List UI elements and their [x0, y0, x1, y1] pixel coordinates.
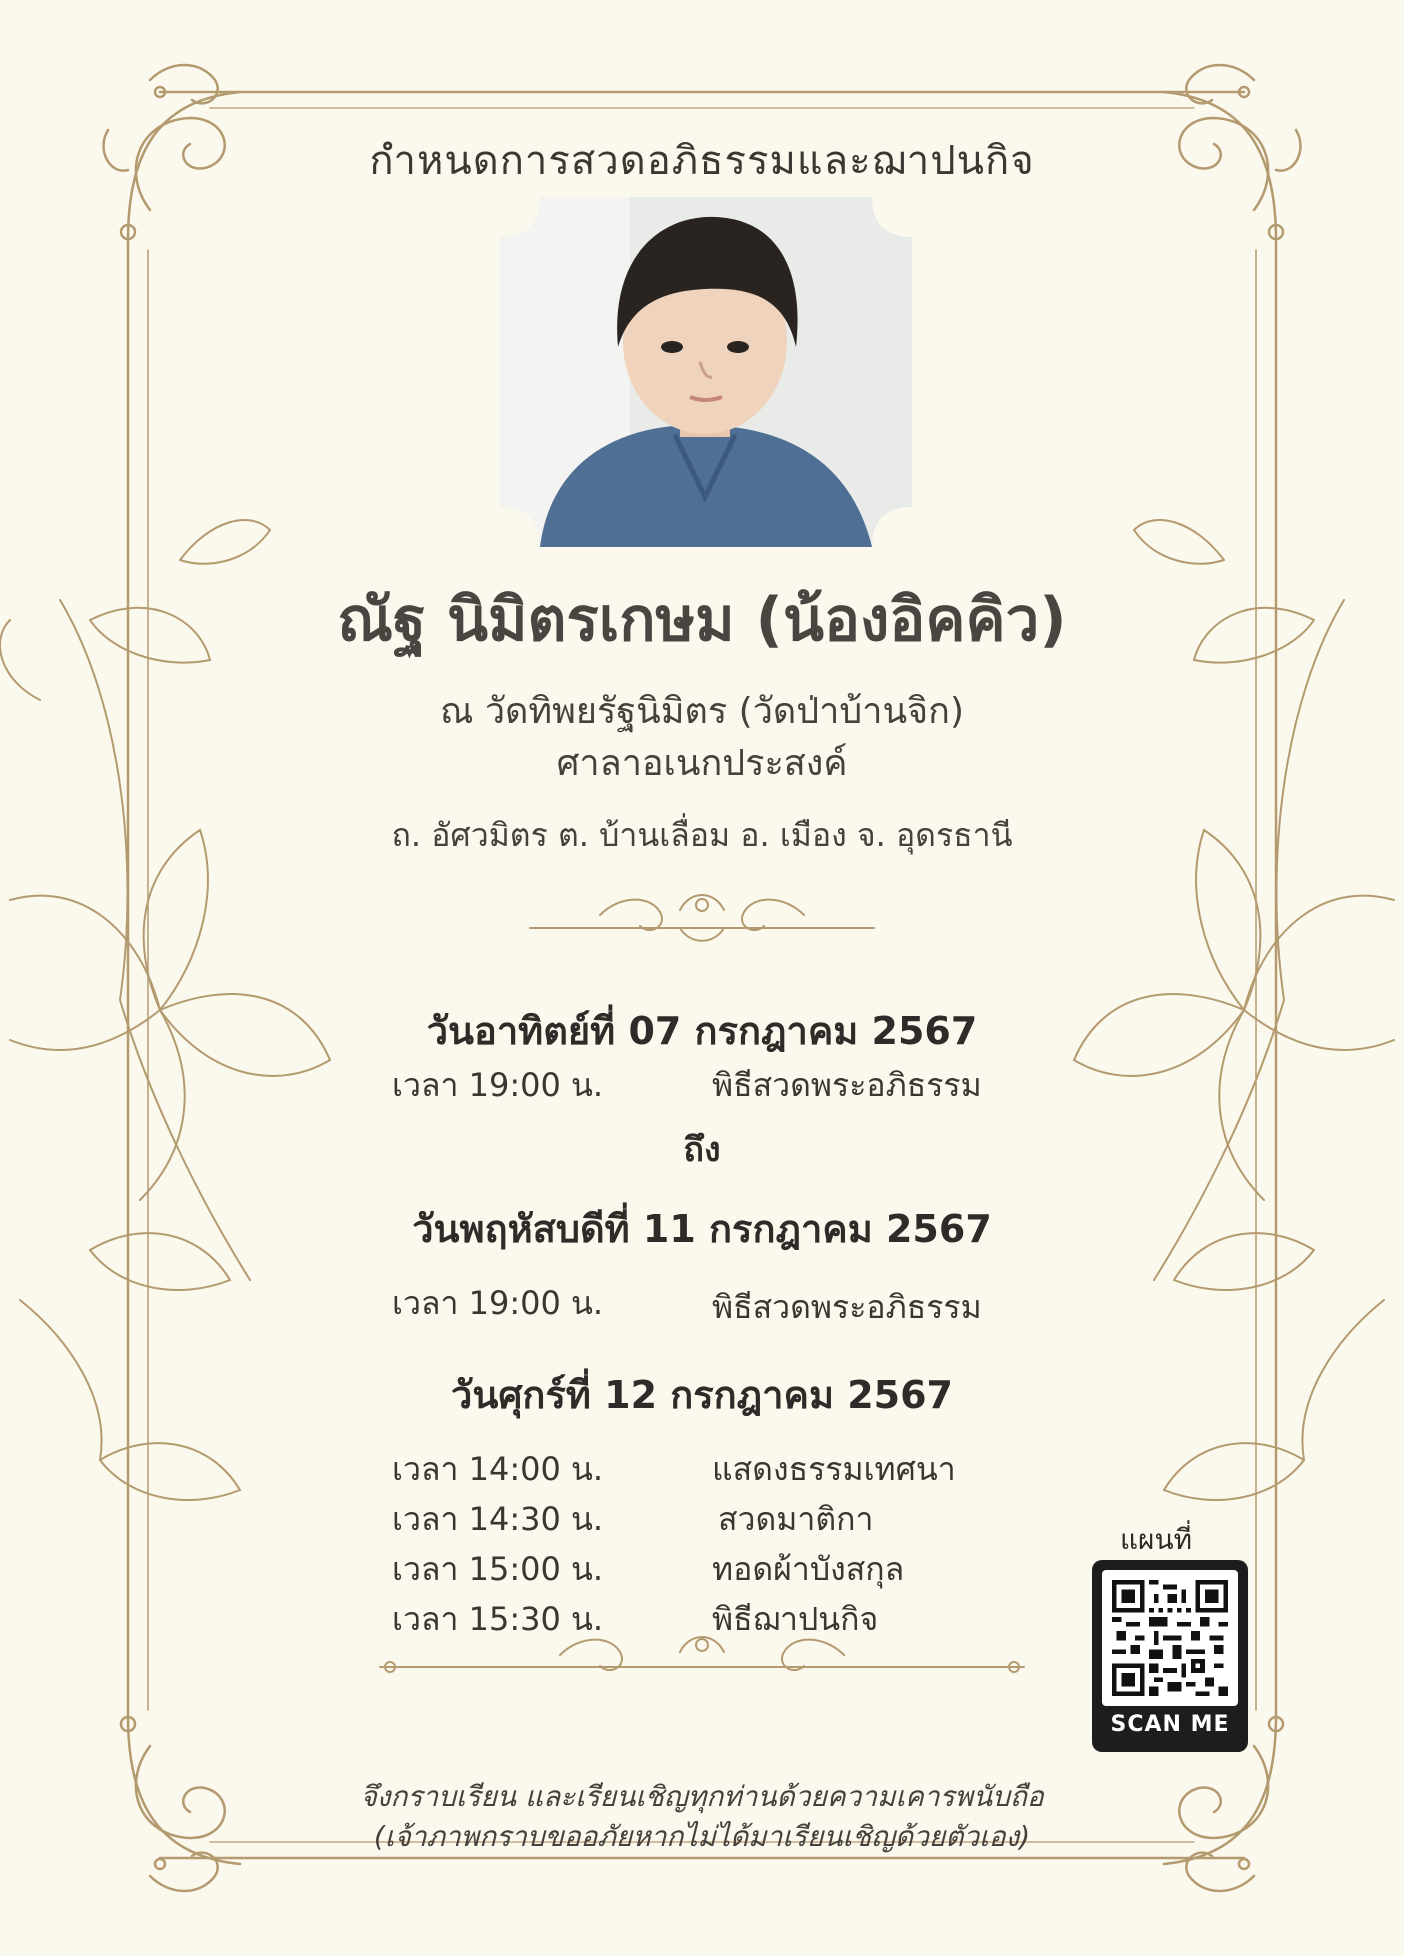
qr-code-icon	[1112, 1580, 1228, 1696]
day2-event-time: เวลา 19:00 น.	[392, 1284, 604, 1322]
day3-event-activity: แสดงธรรมเทศนา	[712, 1450, 956, 1488]
day1-date: วันอาทิตย์ที่ 07 กรกฎาคม 2567	[426, 1009, 978, 1053]
deceased-name: ณัฐ นิมิตรเกษม (น้องอิคคิว)	[337, 585, 1067, 655]
day1-event-time: เวลา 19:00 น.	[392, 1066, 604, 1104]
day3-event-activity: พิธีฌาปนกิจ	[712, 1600, 879, 1638]
day3-date: วันศุกร์ที่ 12 กรกฎาคม 2567	[451, 1373, 953, 1417]
day3-event-time: เวลา 15:00 น.	[392, 1550, 604, 1588]
map-qr-code[interactable]	[1092, 1560, 1248, 1752]
map-label: แผนที่	[1120, 1523, 1193, 1556]
day1-event-activity: พิธีสวดพระอภิธรรม	[712, 1066, 982, 1104]
portrait-photo	[500, 197, 912, 547]
footer-apology: (เจ้าภาพกราบขออภัยหากไม่ได้มาเรียนเชิญด้วยตัวเอง)	[373, 1820, 1031, 1853]
venue-address: ถ. อัศวมิตร ต. บ้านเลื่อม อ. เมือง จ. อุดรธานี	[391, 816, 1013, 854]
day2-event-activity: พิธีสวดพระอภิธรรม	[712, 1288, 982, 1326]
footer-invitation: จึงกราบเรียน และเรียนเชิญทุกท่านด้วยความเคารพนับถือ	[360, 1780, 1044, 1813]
day3-event-activity: ทอดผ้าบังสกุล	[712, 1550, 905, 1588]
to-label: ถึง	[683, 1130, 721, 1170]
day2-date: วันพฤหัสบดีที่ 11 กรกฎาคม 2567	[412, 1207, 992, 1251]
venue-temple: ณ วัดทิพยรัฐนิมิตร (วัดป่าบ้านจิก)	[439, 691, 964, 732]
day3-event-time: เวลา 14:00 น.	[392, 1450, 604, 1488]
day3-event-time: เวลา 14:30 น.	[392, 1500, 604, 1538]
venue-hall: ศาลาอเนกประสงค์	[556, 743, 848, 784]
scan-me-label: SCAN ME	[1110, 1712, 1230, 1737]
divider-top	[530, 895, 874, 941]
day3-event-time: เวลา 15:30 น.	[392, 1600, 604, 1638]
page-title: กำหนดการสวดอภิธรรมและฌาปนกิจ	[369, 138, 1035, 184]
day3-event-activity: สวดมาติกา	[718, 1500, 874, 1538]
